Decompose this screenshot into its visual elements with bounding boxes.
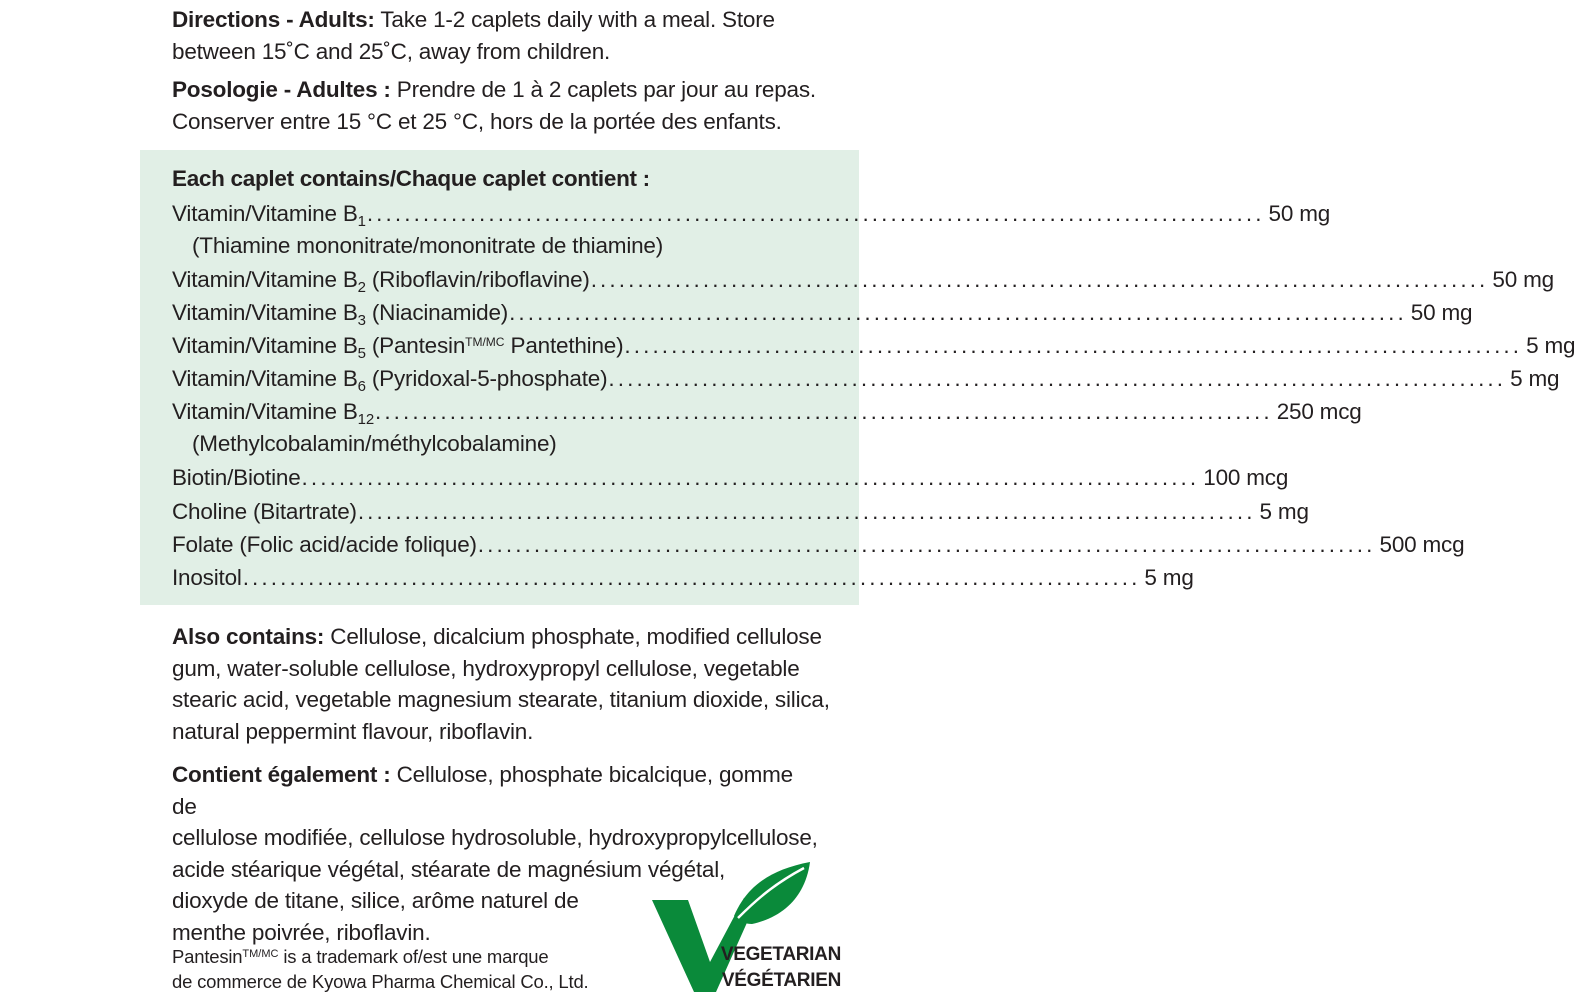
ingredient-label: Choline (Bitartrate) <box>172 499 357 524</box>
ingredient-row <box>172 529 1465 561</box>
ingredient-amount: 5 mg <box>1144 565 1194 590</box>
dot-leader: ................................................................................................ <box>590 267 1489 292</box>
directions-fr <box>172 74 832 137</box>
trademark-line: is a trademark of/est une marque <box>278 946 549 967</box>
ingredient-note: (Thiamine mononitrate/mononitrate de thiamine) <box>192 233 664 258</box>
also-contains-fr-line: Cellulose, phosphate bicalcique, gomme de <box>172 762 793 819</box>
dot-leader: ................................................................................................ <box>624 333 1523 358</box>
also-contains-fr-line: dioxyde de titane, silice, arôme naturel de <box>172 888 579 913</box>
ingredient-amount: 500 mcg <box>1379 532 1465 557</box>
ingredient-row <box>172 330 1575 362</box>
ingredient-row <box>172 363 1560 395</box>
dot-leader: ................................................................................................ <box>242 565 1141 590</box>
also-contains-fr-line: menthe poivrée, riboflavin. <box>172 919 431 945</box>
also-contains-fr-line: cellulose modifiée, cellulose hydrosoluble, hydroxypropylcellulose, <box>172 825 818 850</box>
ingredient-heading: Each caplet contains/Chaque caplet contient : <box>172 166 650 191</box>
directions-fr-line1: Prendre de 1 à 2 caplets par jour au repas. <box>390 77 816 102</box>
vegetarian-label-fr: VÉGÉTARIEN <box>721 970 841 991</box>
directions-en <box>172 4 832 67</box>
also-contains-en-label: Also contains: <box>172 624 325 649</box>
ingredient-amount: 50 mg <box>1410 300 1473 325</box>
ingredient-row <box>172 396 1362 428</box>
ingredient-amount: 100 mcg <box>1203 465 1289 490</box>
also-contains-en-line: gum, water-soluble cellulose, hydroxypropyl cellulose, vegetable <box>172 655 800 681</box>
directions-fr-line2: Conserver entre 15 °C et 25 °C, hors de la portée des enfants. <box>172 108 782 134</box>
dot-leader: ................................................................................................ <box>357 499 1256 524</box>
dot-leader: ................................................................................................ <box>366 201 1265 226</box>
ingredient-row <box>172 496 1309 528</box>
directions-en-label: Directions - Adults: <box>172 7 375 32</box>
ingredient-amount: 5 mg <box>1510 366 1560 391</box>
trademark-line: de commerce de Kyowa Pharma Chemical Co., Ltd. <box>172 971 589 992</box>
dot-leader: ................................................................................................ <box>608 366 1507 391</box>
ingredient-label: Biotin/Biotine <box>172 465 301 490</box>
directions-fr-label: Posologie - Adultes : <box>172 77 391 102</box>
directions-en-line2: between 15˚C and 25˚C, away from children. <box>172 38 611 64</box>
dot-leader: ................................................................................................ <box>301 465 1200 490</box>
ingredient-note: (Methylcobalamin/méthylcobalamine) <box>192 431 557 456</box>
ingredient-row <box>172 462 1289 494</box>
ingredient-amount: 5 mg <box>1259 499 1309 524</box>
directions-en-line1: Take 1-2 caplets daily with a meal. Store <box>374 7 775 32</box>
ingredient-label: Folate (Folic acid/acide folique) <box>172 532 477 557</box>
ingredient-amount: 50 mg <box>1268 201 1331 226</box>
dot-leader: ................................................................................................ <box>374 399 1273 424</box>
trademark-note <box>172 944 588 994</box>
ingredient-amount: 5 mg <box>1526 333 1575 358</box>
ingredient-label: Vitamin/Vitamine $B_2$ (Riboflavin/riboflavine) <box>172 267 590 296</box>
ingredient-amount: 50 mg <box>1492 267 1554 292</box>
also-contains-en-line: Cellulose, dicalcium phosphate, modified cellulose <box>324 624 822 649</box>
ingredient-row <box>172 562 1194 594</box>
vegetarian-logo <box>648 858 843 998</box>
ingredient-label: Inositol <box>172 565 242 590</box>
ingredient-label: Vitamin/Vitamine $B_{12}$ <box>172 399 374 428</box>
ingredient-row <box>172 297 1473 329</box>
ingredient-label: Vitamin/Vitamine $B_5$ (Pantesin$^{TM/MC}$ Pantethine) <box>172 333 624 362</box>
dot-leader: ................................................................................................ <box>509 300 1407 325</box>
ingredient-row <box>172 264 1554 296</box>
ingredient-label: Vitamin/Vitamine $B_1$ <box>172 201 366 230</box>
also-contains-en-line: stearic acid, vegetable magnesium stearate, titanium dioxide, silica, <box>172 687 830 712</box>
vegetarian-label-en: VEGETARIAN <box>720 944 841 965</box>
ingredient-label: Vitamin/Vitamine $B_3$ (Niacinamide) <box>172 300 509 329</box>
ingredient-row <box>172 198 1331 230</box>
also-contains-fr-label: Contient également : <box>172 762 391 787</box>
dot-leader: ................................................................................................ <box>477 532 1376 557</box>
also-contains-en-line: natural peppermint flavour, riboflavin. <box>172 718 534 744</box>
trademark-symbol: TM/MC <box>242 948 279 960</box>
also-contains-fr-line: acide stéarique végétal, stéarate de magnésium végétal, <box>172 856 726 882</box>
ingredient-label: Vitamin/Vitamine $B_6$ (Pyridoxal-5-phosphate) <box>172 366 608 395</box>
also-contains-en <box>172 621 832 747</box>
trademark-brand: Pantesin <box>172 946 243 967</box>
ingredient-amount: 250 mcg <box>1276 399 1362 424</box>
